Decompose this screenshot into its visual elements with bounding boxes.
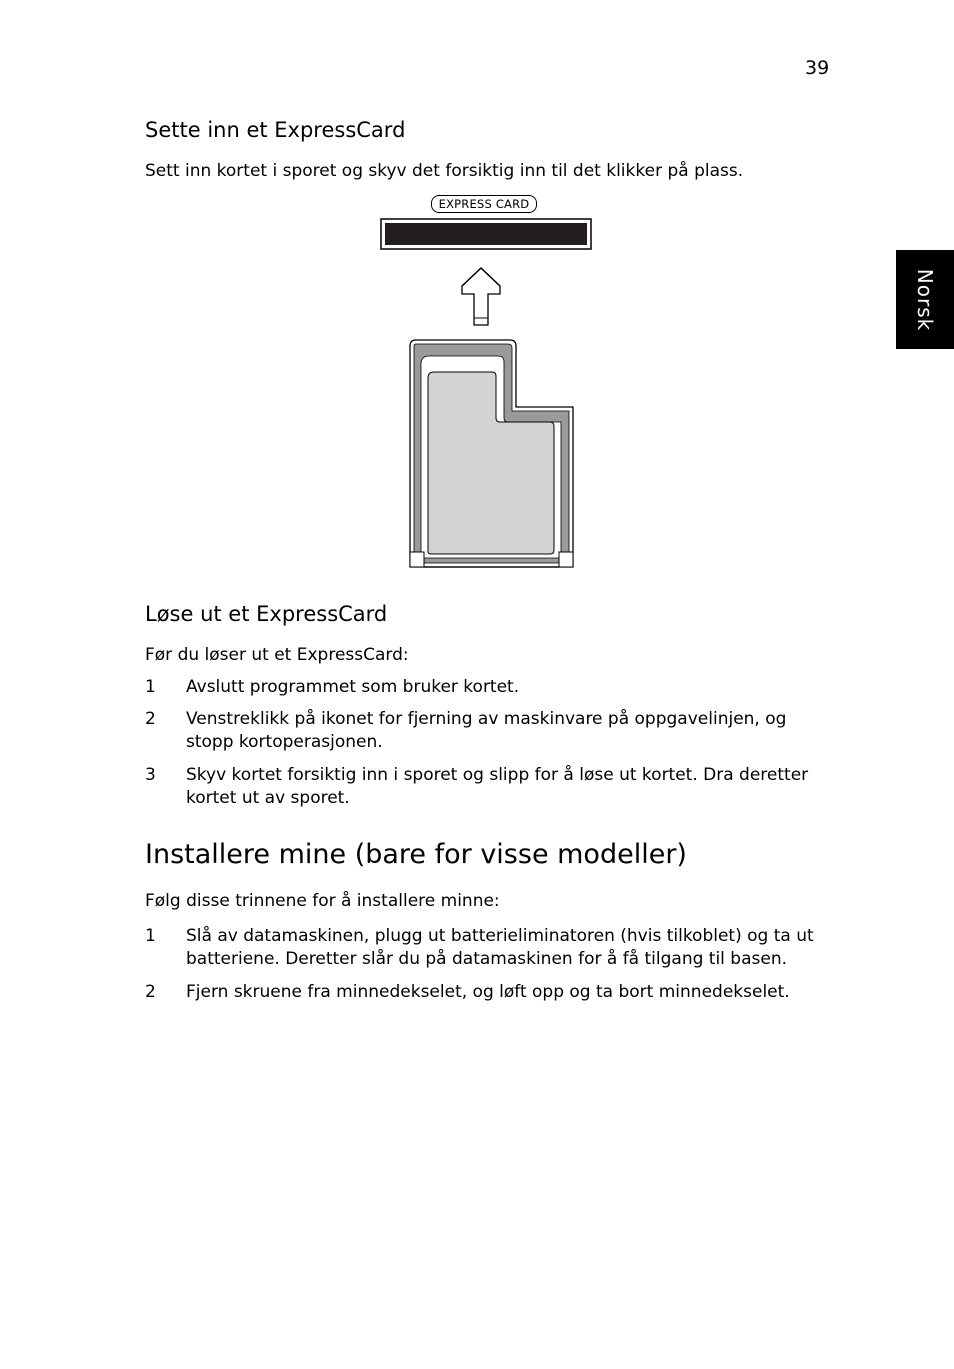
eject-step-number: 1 — [145, 677, 156, 697]
insert-text: Sett inn kortet i sporet og skyv det forsiktig inn til det klikker på plass. — [145, 161, 744, 181]
eject-intro: Før du løser ut et ExpressCard: — [145, 645, 409, 665]
card-slot-icon — [380, 218, 592, 250]
arrow-up-icon — [458, 266, 504, 328]
eject-heading: Løse ut et ExpressCard — [145, 602, 388, 626]
eject-step-text: Skyv kortet forsiktig inn i sporet og slipp for å løse ut kortet. Dra deretter kortet ut av sporet. — [186, 765, 809, 808]
eject-step-text: Venstreklikk på ikonet for fjerning av maskinvare på oppgavelinjen, og stopp kortoperasjonen. — [186, 709, 787, 752]
eject-step-text: Avslutt programmet som bruker kortet. — [186, 677, 520, 697]
language-tab — [896, 250, 954, 349]
expresscard-icon — [406, 336, 578, 572]
memory-intro: Følg disse trinnene for å installere minne: — [145, 891, 500, 911]
memory-step-number: 1 — [145, 926, 156, 946]
memory-step-number: 2 — [145, 982, 156, 1002]
memory-step-text: Fjern skruene fra minnedekselet, og løft opp og ta bort minnedekselet. — [186, 982, 790, 1002]
page-number: 39 — [805, 57, 830, 79]
memory-heading: Installere mine (bare for visse modeller) — [145, 839, 687, 870]
memory-step-text: Slå av datamaskinen, plugg ut batterieliminatoren (hvis tilkoblet) og ta ut batteriene. Deretter slår du på datamaskinen for å få tilgang til basen. — [186, 926, 814, 969]
eject-step-number: 3 — [145, 765, 156, 785]
slot-label: EXPRESS CARD — [431, 195, 537, 213]
language-tab-label: Norsk — [913, 268, 937, 331]
eject-step-number: 2 — [145, 709, 156, 729]
insert-heading: Sette inn et ExpressCard — [145, 118, 406, 142]
